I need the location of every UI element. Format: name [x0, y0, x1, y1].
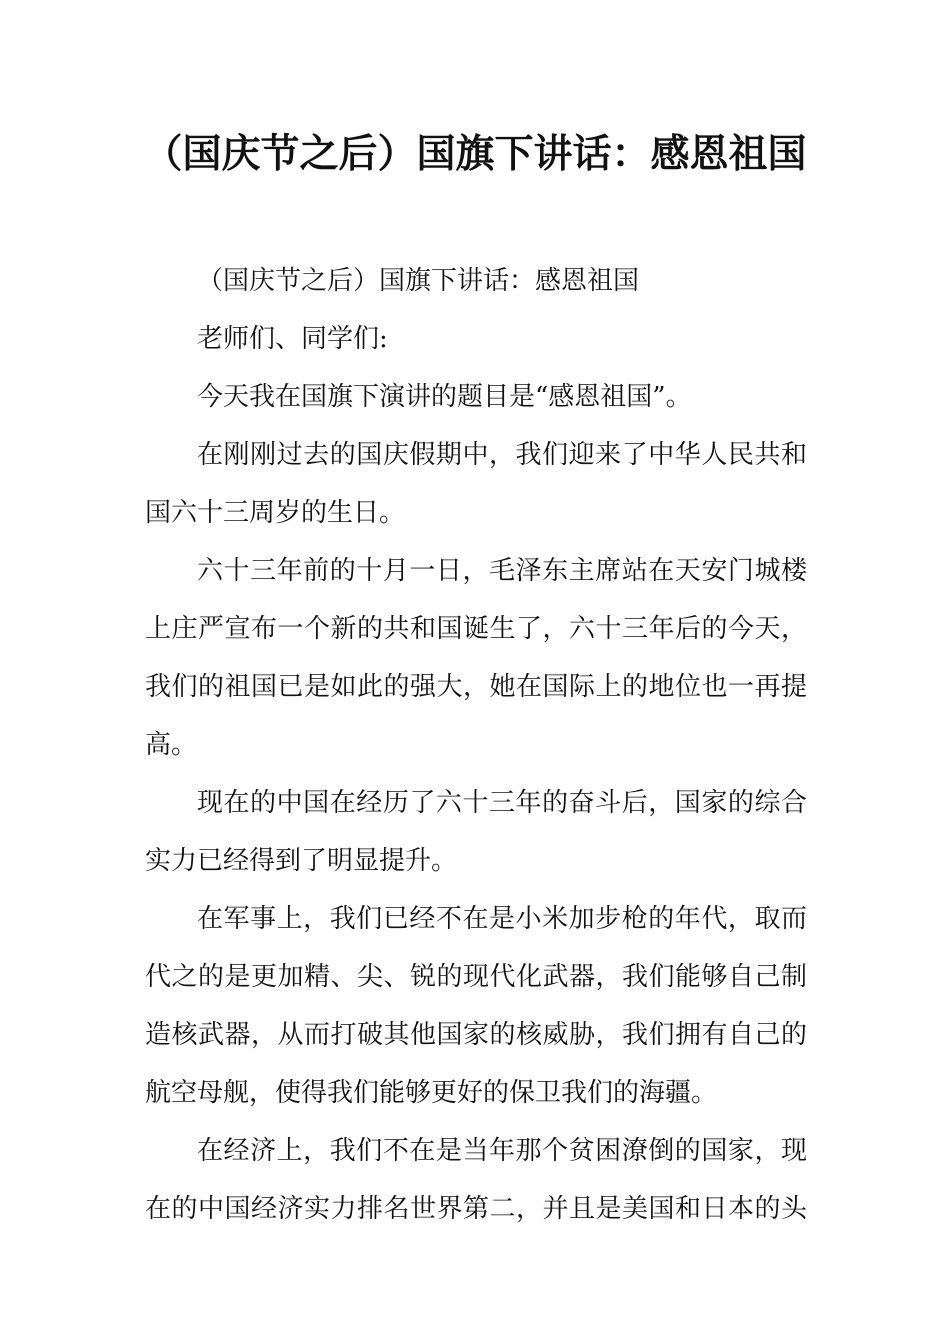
text-line: 高。	[145, 730, 198, 760]
text-line: 代之的是更加精、尖、锐的现代化武器，我们能够自己制	[145, 962, 807, 992]
text-line: 国六十三周岁的生日。	[145, 498, 406, 528]
text-line: 航空母舰，使得我们能够更好的保卫我们的海疆。	[145, 1078, 718, 1108]
text-line: 实力已经得到了明显提升。	[145, 846, 458, 876]
text-line: 今天我在国旗下演讲的题目是“感恩祖国”。	[197, 382, 692, 412]
text-line: 在经济上，我们不在是当年那个贫困潦倒的国家，现	[197, 1136, 807, 1166]
text-line: 上庄严宣布一个新的共和国诞生了，六十三年后的今天，	[145, 614, 807, 644]
document-body	[145, 258, 807, 1244]
text-line: 在的中国经济实力排名世界第二，并且是美国和日本的头	[145, 1194, 807, 1224]
document-title: （国庆节之后）国旗下讲话：感恩祖国	[143, 131, 807, 177]
text-line: 我们的祖国已是如此的强大，她在国际上的地位也一再提	[145, 672, 807, 702]
text-line: 在军事上，我们已经不在是小米加步枪的年代，取而	[197, 904, 807, 934]
text-line: 现在的中国在经历了六十三年的奋斗后，国家的综合	[197, 788, 807, 818]
text-line: 六十三年前的十月一日，毛泽东主席站在天安门城楼	[197, 556, 807, 586]
text-line: （国庆节之后）国旗下讲话：感恩祖国	[197, 266, 640, 296]
text-line: 在刚刚过去的国庆假期中，我们迎来了中华人民共和	[197, 440, 807, 470]
text-line: 造核武器，从而打破其他国家的核威胁，我们拥有自己的	[145, 1020, 807, 1050]
text-line: 老师们、同学们:	[197, 324, 388, 354]
